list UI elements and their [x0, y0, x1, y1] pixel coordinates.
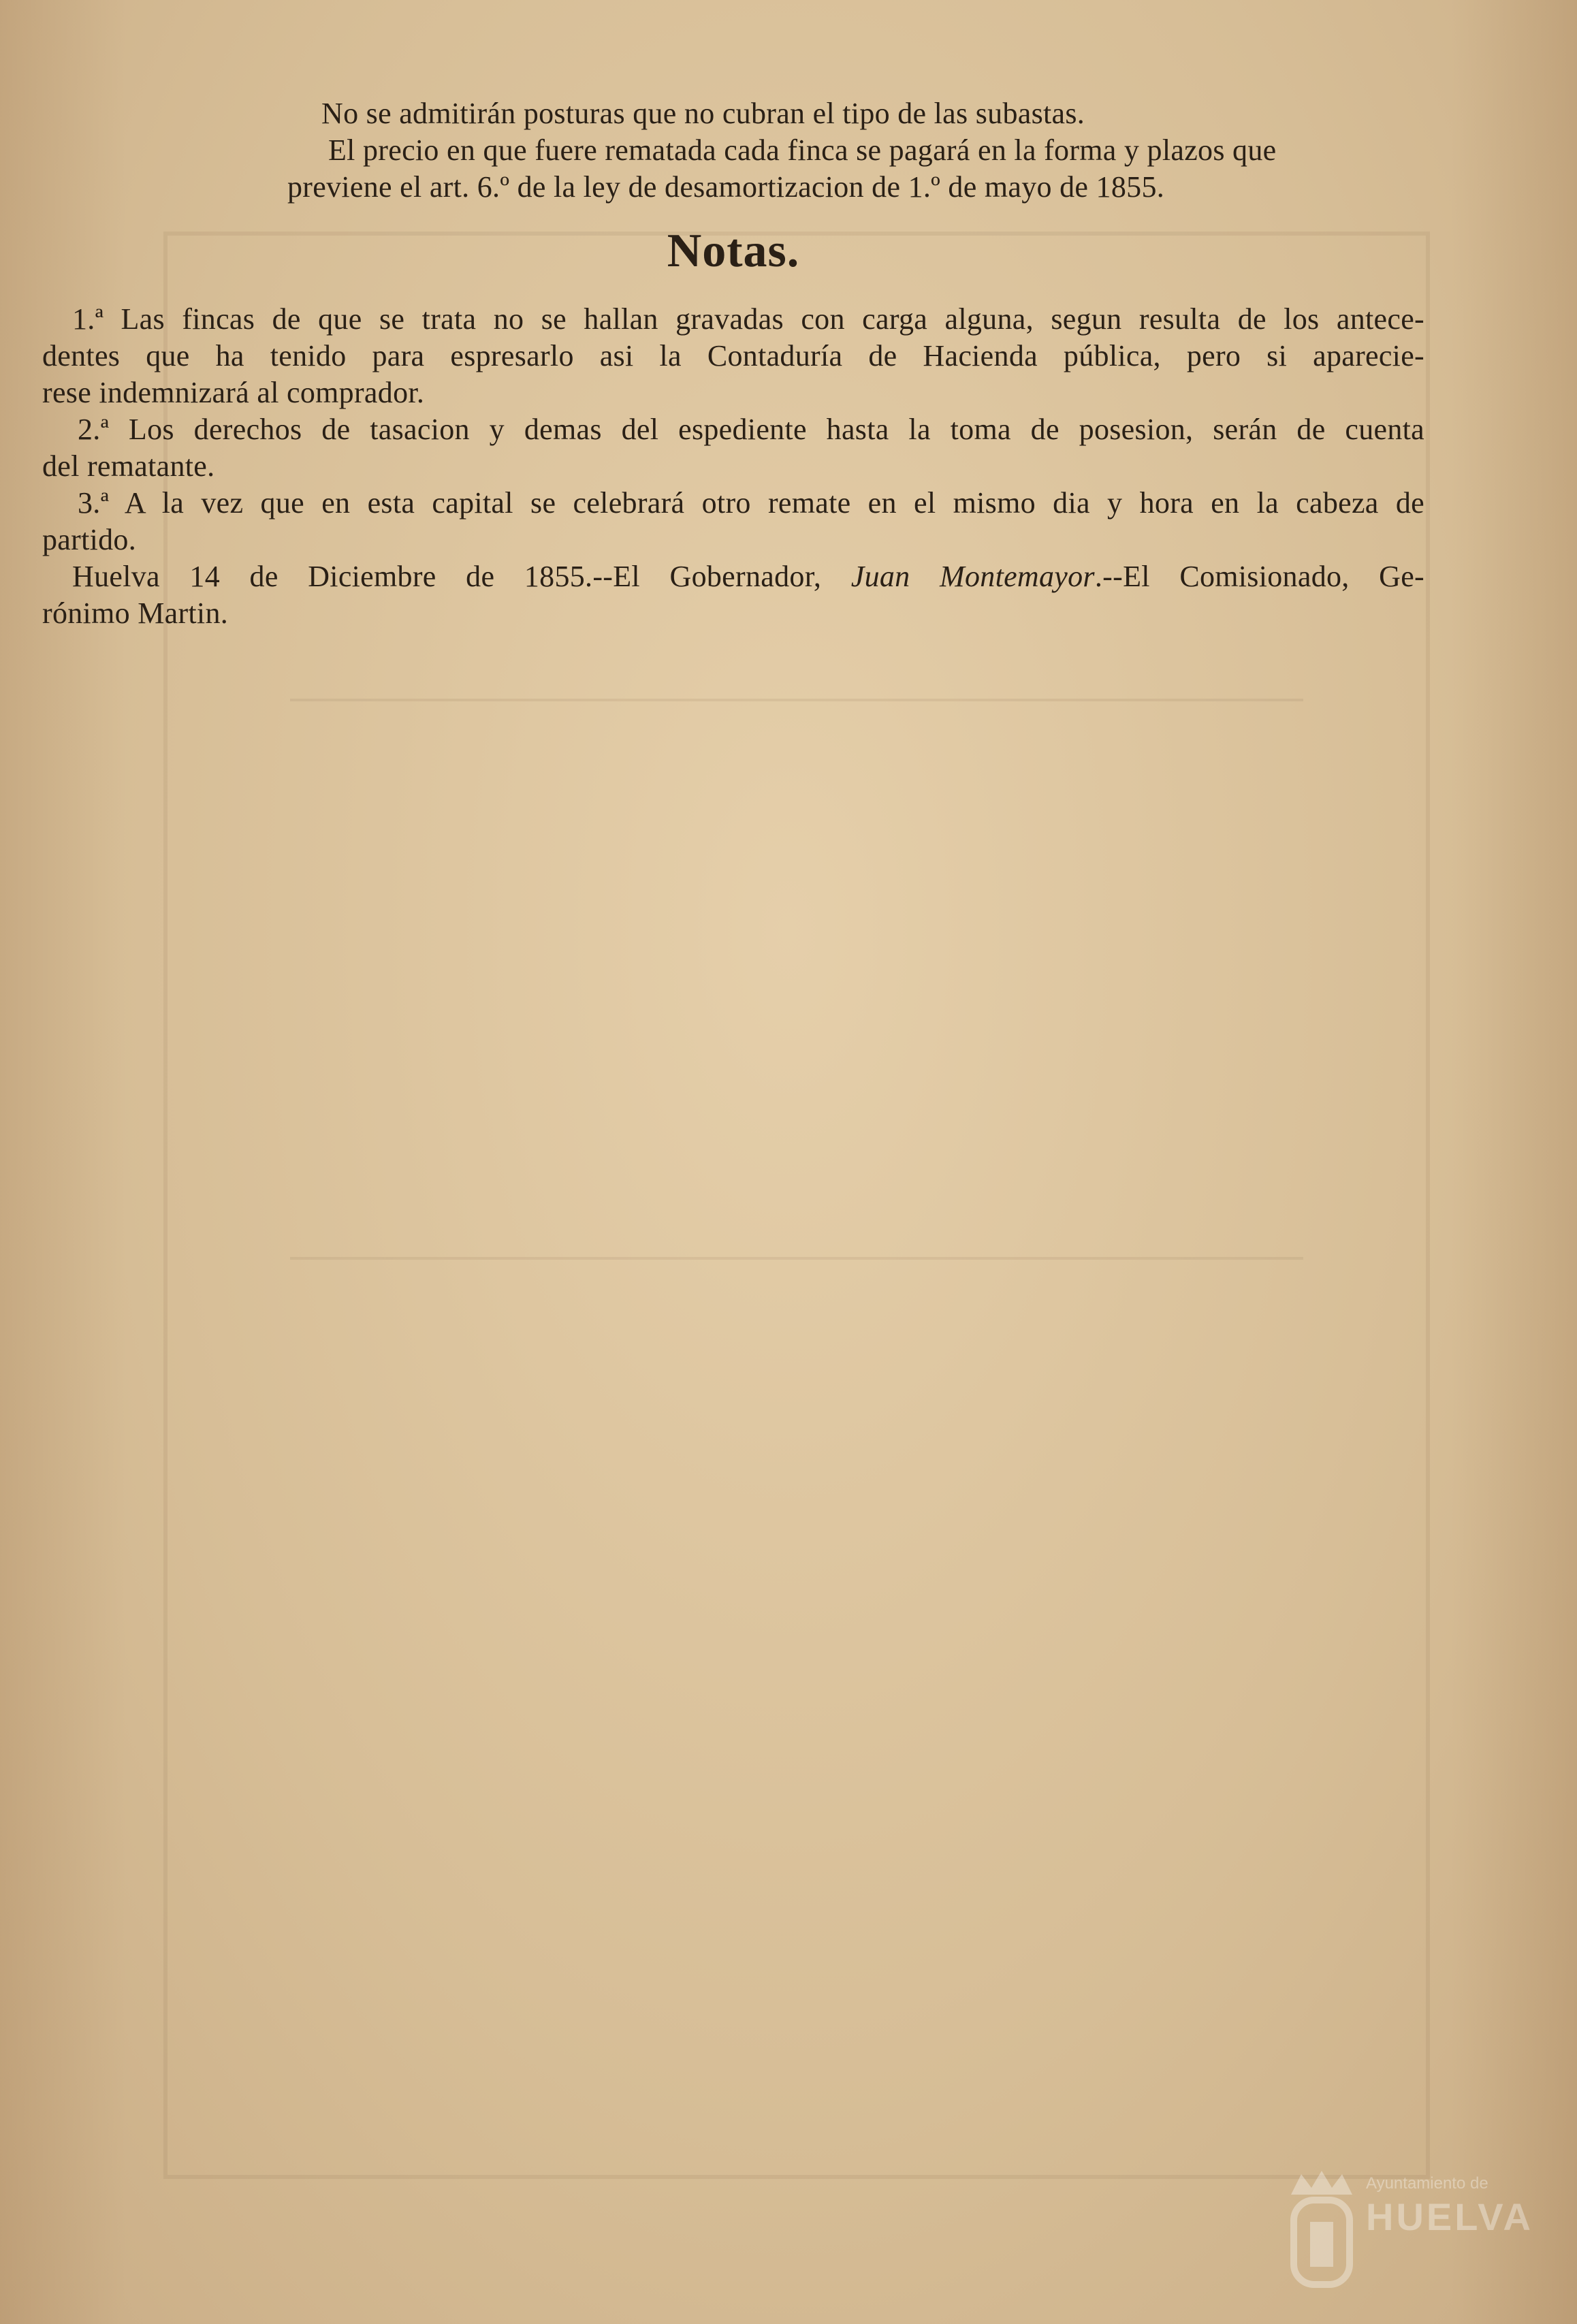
signature-commissioner: .--El Comisionado, Ge-	[1094, 560, 1424, 593]
header-line-2: El precio en que fuere rematada cada finca se pagará en la forma y plazos que	[328, 133, 1277, 167]
notes-title: Notas.	[667, 225, 800, 277]
signature-line-2: rónimo Martin.	[42, 596, 229, 630]
note-1-line-1	[42, 301, 1424, 338]
signature-line-1	[42, 558, 1424, 595]
document-body	[42, 95, 1424, 632]
huelva-watermark-logo	[1284, 2167, 1533, 2297]
note-2-line-2: del rematante.	[42, 449, 215, 483]
note-2-text-1: Los derechos de tasacion y demas del espediente hasta la toma de posesion, serán de cuenta	[128, 413, 1424, 446]
note-3-number: 3.ª	[78, 486, 110, 520]
governor-name: Juan Montemayor	[850, 560, 1095, 593]
watermark-big-text: HUELVA	[1366, 2195, 1533, 2238]
note-1-line-3: rese indemnizará al comprador.	[42, 376, 425, 409]
note-3-line-1	[42, 485, 1424, 522]
note-3-text-1: A la vez que en esta capital se celebrará otro remate en el mismo dia y hora en la cabeza de	[124, 486, 1424, 520]
header-line-3: previene el art. 6.º de la ley de desamortizacion de 1.º de mayo de 1855.	[287, 170, 1165, 204]
header-line-1: No se admitirán posturas que no cubran el tipo de las subastas.	[321, 97, 1085, 130]
note-1-text-1: Las fincas de que se trata no se hallan gravadas con carga alguna, segun resulta de los antece-	[121, 302, 1424, 336]
note-1-line-2: dentes que ha tenido para espresarlo asi la Contaduría de Hacienda pública, pero si aparecie-	[42, 339, 1424, 372]
signature-date: Huelva 14 de Diciembre de 1855.--El Gobernador,	[72, 560, 851, 593]
watermark-small-text: Ayuntamiento de	[1366, 2174, 1488, 2193]
note-2-line-1	[42, 411, 1424, 448]
note-3-line-2: partido.	[42, 523, 137, 556]
crown-crest-icon	[1284, 2167, 1359, 2290]
note-1-number: 1.ª	[72, 302, 104, 336]
note-2-number: 2.ª	[78, 413, 110, 446]
